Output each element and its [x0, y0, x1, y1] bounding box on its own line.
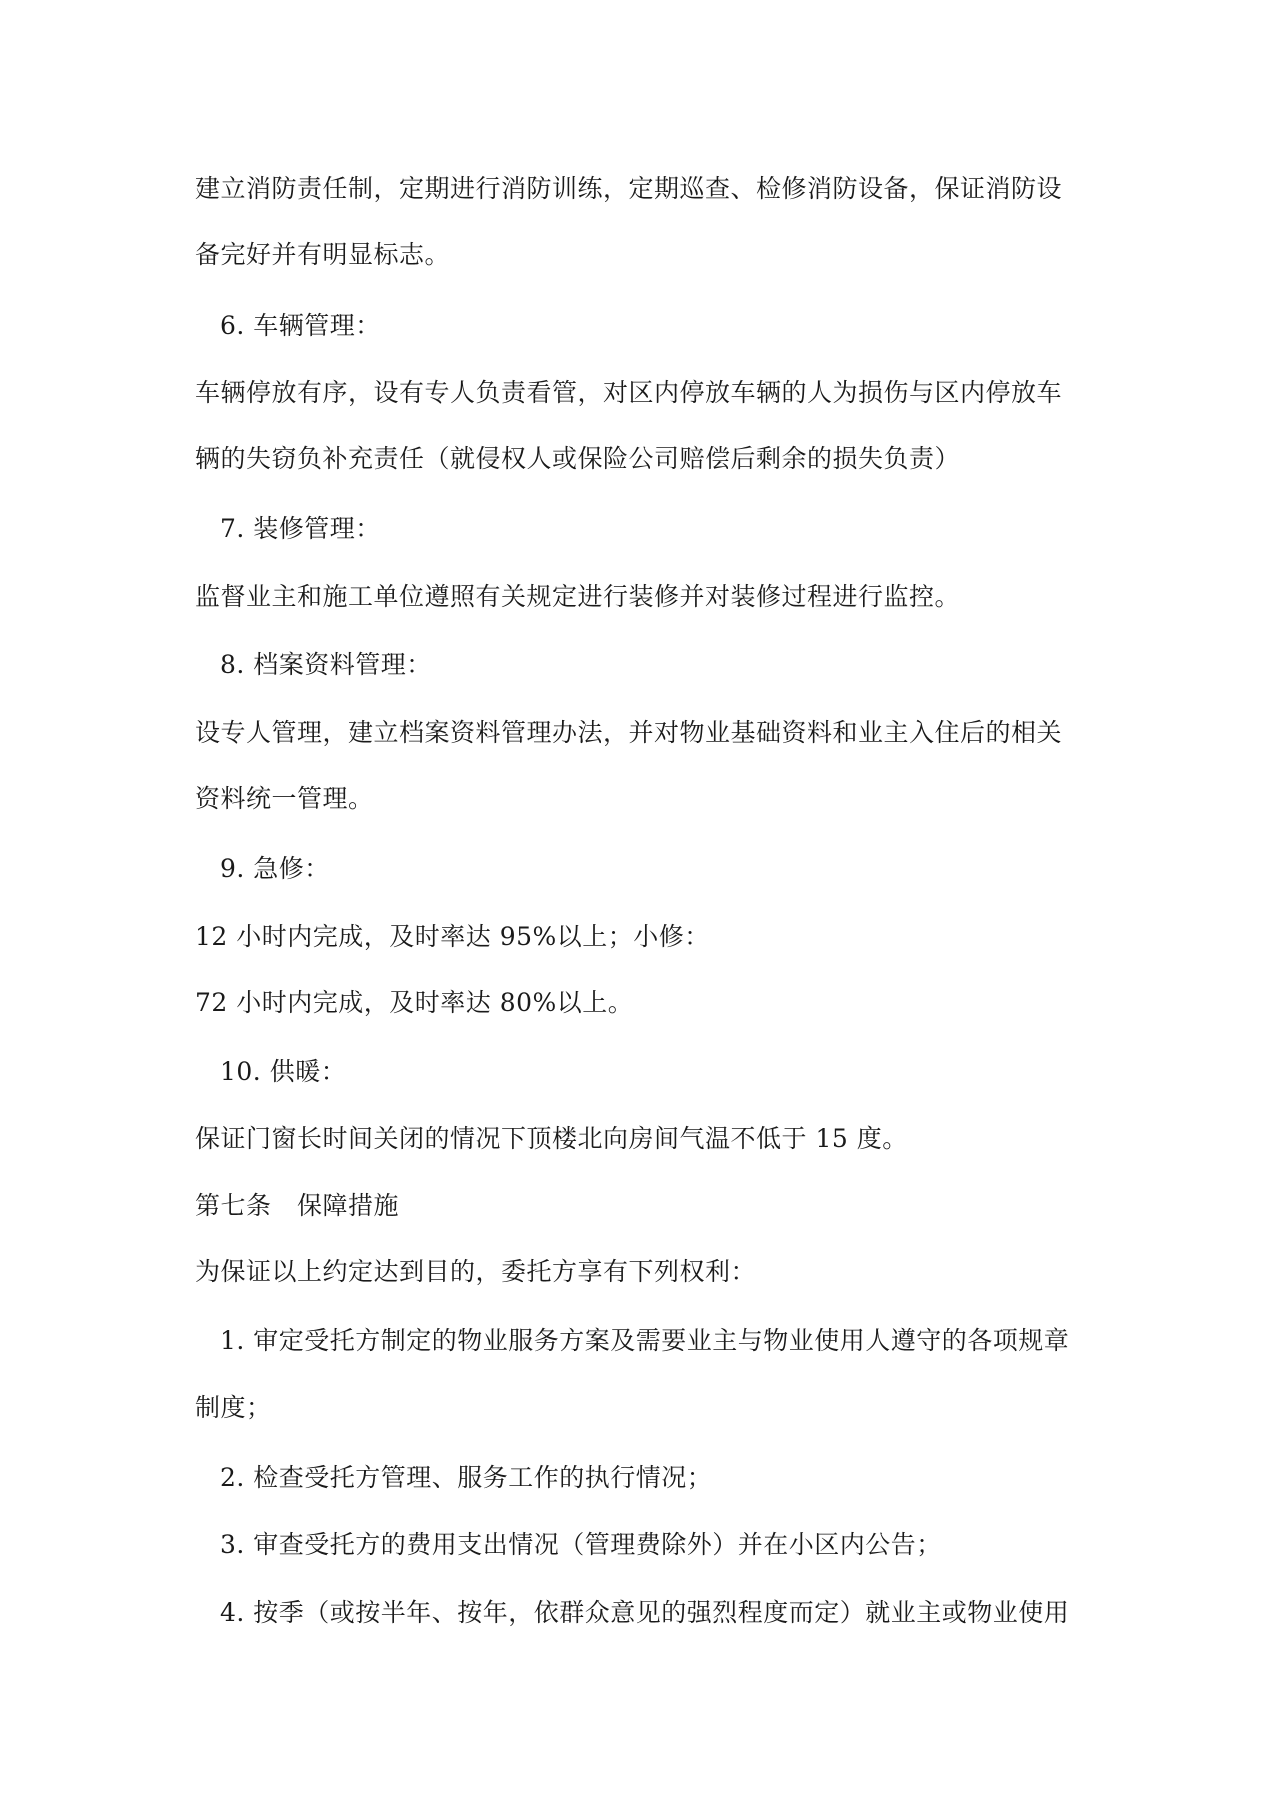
- paragraph-line: 72 小时内完成，及时率达 80%以上。: [195, 988, 634, 1017]
- list-item: 4. 按季（或按半年、按年，依群众意见的强烈程度而定）就业主或物业使用: [220, 1598, 1070, 1627]
- paragraph-line: 建立消防责任制，定期进行消防训练，定期巡查、检修消防设备，保证消防设: [195, 174, 1063, 203]
- section-heading-renovation-management: 7. 装修管理：: [220, 514, 381, 543]
- list-item: 3. 审查受托方的费用支出情况（管理费除外）并在小区内公告；: [220, 1530, 942, 1559]
- paragraph-line: 12 小时内完成，及时率达 95%以上；小修：: [195, 922, 710, 951]
- paragraph-line: 车辆停放有序，设有专人负责看管，对区内停放车辆的人为损伤与区内停放车: [195, 378, 1063, 407]
- paragraph-line: 辆的失窃负补充责任（就侵权人或保险公司赔偿后剩余的损失负责）: [195, 444, 961, 473]
- paragraph-line: 保证门窗长时间关闭的情况下顶楼北向房间气温不低于 15 度。: [195, 1124, 908, 1153]
- section-heading-archive-management: 8. 档案资料管理：: [220, 650, 432, 679]
- list-item: 1. 审定受托方制定的物业服务方案及需要业主与物业使用人遵守的各项规章: [220, 1326, 1070, 1355]
- paragraph-line: 备完好并有明显标志。: [195, 240, 451, 269]
- list-item: 2. 检查受托方管理、服务工作的执行情况；: [220, 1463, 713, 1492]
- article-heading: 第七条 保障措施: [195, 1191, 400, 1220]
- paragraph-line: 设专人管理，建立档案资料管理办法，并对物业基础资料和业主入住后的相关: [195, 718, 1063, 747]
- section-heading-vehicle-management: 6. 车辆管理：: [220, 311, 381, 340]
- paragraph-line: 资料统一管理。: [195, 784, 374, 813]
- paragraph-line: 为保证以上约定达到目的，委托方享有下列权利：: [195, 1257, 757, 1286]
- paragraph-line: 制度；: [195, 1393, 272, 1422]
- section-heading-heating: 10. 供暖：: [220, 1057, 347, 1086]
- paragraph-line: 监督业主和施工单位遵照有关规定进行装修并对装修过程进行监控。: [195, 582, 961, 611]
- section-heading-urgent-repair: 9. 急修：: [220, 854, 330, 883]
